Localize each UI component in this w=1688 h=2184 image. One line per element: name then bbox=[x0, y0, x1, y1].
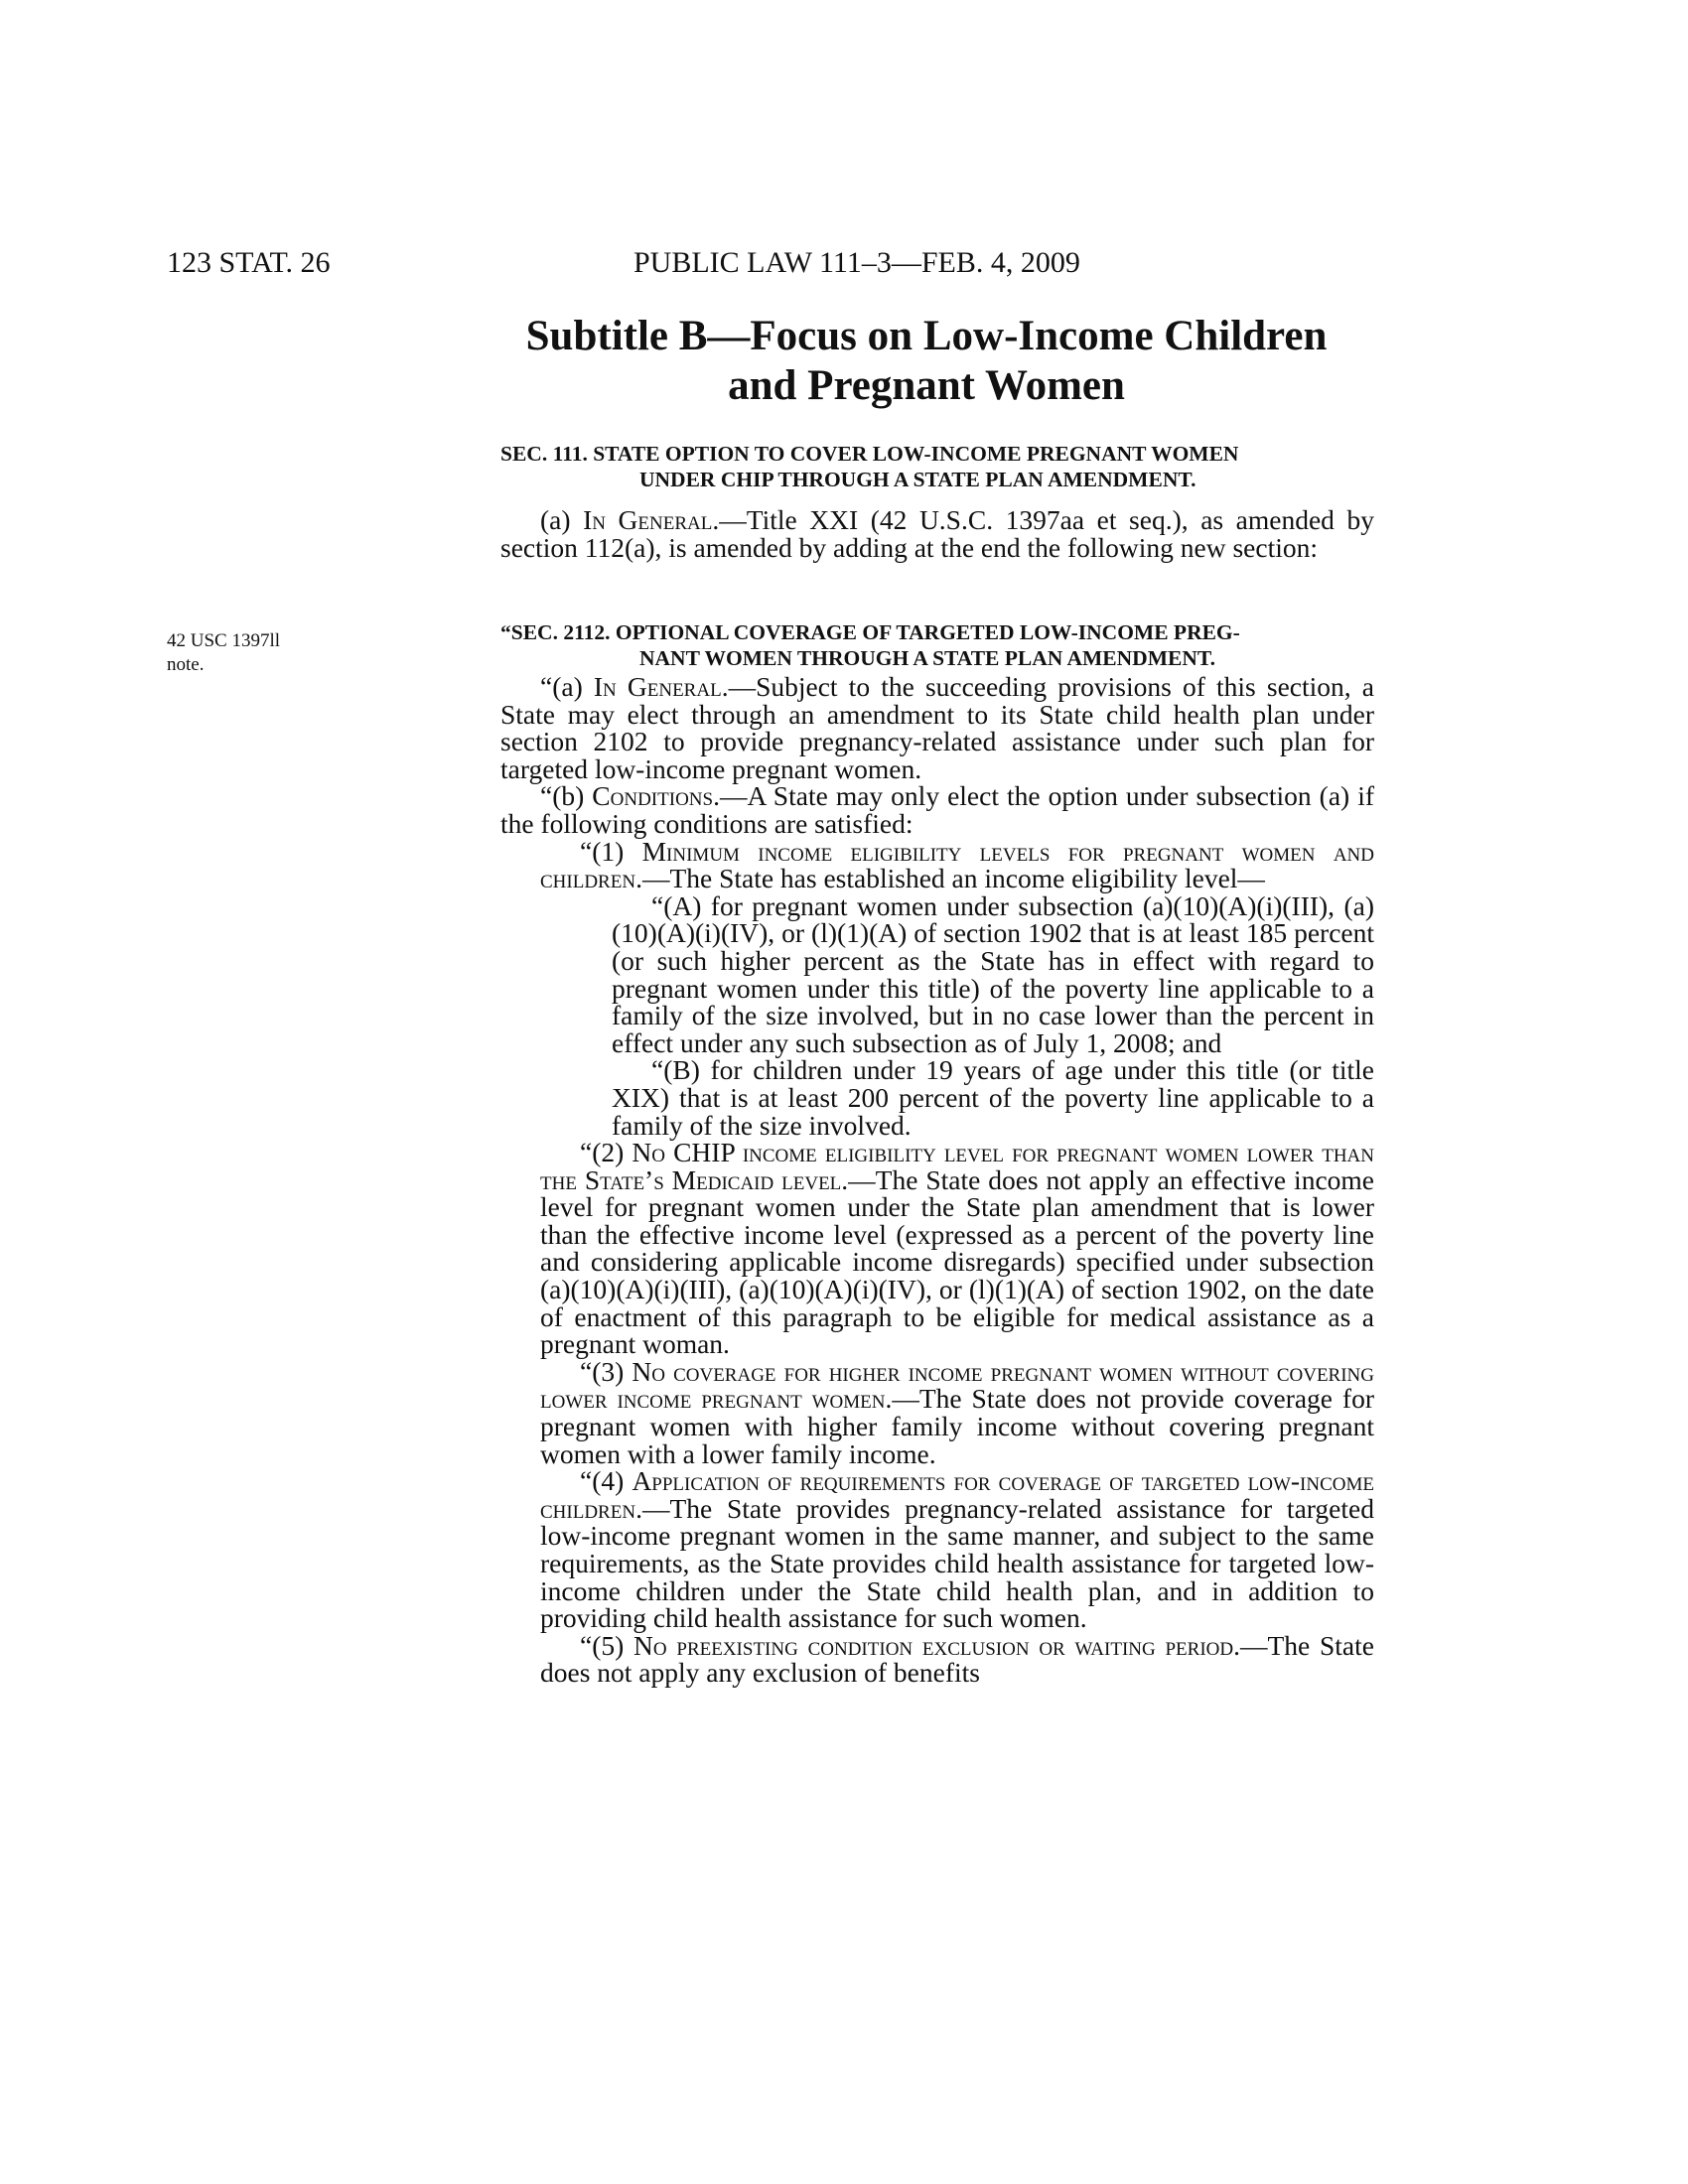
condition-3-heading: No coverage for higher income pregnant women without covering lower income pregnant women bbox=[540, 1355, 1374, 1415]
section-111-line-1: SEC. 111. STATE OPTION TO COVER LOW-INCOME PREGNANT WOMEN bbox=[500, 442, 1239, 466]
section-111-line-2: UNDER CHIP THROUGH A STATE PLAN AMENDMENT. bbox=[639, 468, 1196, 491]
condition-4 bbox=[500, 1467, 1374, 1632]
condition-1-heading: Minimum income eligibility levels for pregnant women and children bbox=[540, 835, 1374, 894]
condition-4-lead: “(4) bbox=[580, 1465, 633, 1497]
condition-1-A: “(A) for pregnant women under subsection (a)(10)(A)(i)(III), (a)(10)(A)(i)(IV), or (l)(1)(A) of section 1902 that is at least 185 percent (or such higher percent as the State has in effect with regard to pregnant women under this title) of the poverty line applicable to a family of the size involved, but in no case lower than the percent in effect under any such subsection as of July 1, 2008; and bbox=[612, 889, 1374, 1058]
subtitle-heading bbox=[477, 312, 1376, 411]
condition-5-heading: No preexisting condition exclusion or waiting period bbox=[633, 1629, 1234, 1661]
subsection-a-text: .—Subject to the succeeding provisions of this section, a State may elect through an amendment to its State child health plan under section 2102 to provide pregnancy-related assistance under such plan for targeted low-income pregnant women. bbox=[500, 671, 1374, 784]
paragraph-a bbox=[500, 506, 1374, 561]
condition-3 bbox=[500, 1355, 1375, 1469]
condition-2-heading: No CHIP income eligibility level for pregnant women lower than the State’s Medicaid level bbox=[540, 1137, 1374, 1195]
condition-1-lead: “(1) bbox=[580, 835, 642, 867]
section-2112-line-1: “SEC. 2112. OPTIONAL COVERAGE OF TARGETED LOW-INCOME PREG- bbox=[500, 620, 1240, 644]
running-head: PUBLIC LAW 111–3—FEB. 4, 2009 bbox=[633, 246, 1080, 279]
section-2112-body bbox=[500, 673, 1374, 1687]
margin-note-citation: 42 USC 1397ll bbox=[167, 630, 281, 651]
condition-4-heading: Application of requirements for coverage of targeted low-income children bbox=[540, 1465, 1374, 1524]
subsection-b-heading: Conditions bbox=[592, 780, 714, 812]
condition-4-text: .—The State provides pregnancy-related assistance for targeted low-income pregnant women in the same manner, and subject to the same requirements, as the State provides child health assistance for targeted low-income children under the State child health plan, and in addition to providing child health assistance for such women. bbox=[540, 1492, 1374, 1634]
subsection-b-text: .—A State may only elect the option under subsection (a) if the following conditions are satisfied: bbox=[500, 780, 1374, 839]
section-111-heading bbox=[500, 441, 1374, 492]
condition-1-B: “(B) for children under 19 years of age under this title (or title XIX) that is at least 200 percent of the poverty line applicable to a family of the size involved. bbox=[612, 1054, 1374, 1141]
condition-5 bbox=[500, 1629, 1374, 1689]
paragraph-a-lead: (a) bbox=[540, 504, 584, 535]
stat-reference: 123 STAT. 26 bbox=[167, 246, 331, 279]
condition-2 bbox=[500, 1139, 1374, 1358]
condition-1 bbox=[500, 835, 1374, 894]
subsection-a-heading: In General bbox=[593, 671, 722, 702]
paragraph-a-heading: In General bbox=[583, 504, 713, 535]
condition-2-text: .—The State does not apply an effective income level for pregnant women under the State plan amendment that is lower than the effective income level (expressed as a percent of the poverty line and considering applicable income disregards) specified under subsection (a)(10)(A)(i)(III), (a)(10)(A)(i)(IV), or (l)(1)(A) of section 1902, on the date of enactment of this paragraph to be eligible for medical assistance as a pregnant woman. bbox=[540, 1163, 1374, 1360]
condition-2-lead: “(2) bbox=[580, 1137, 633, 1168]
margin-note-label: note. bbox=[167, 654, 205, 675]
condition-5-lead: “(5) bbox=[580, 1629, 634, 1661]
section-2112-heading bbox=[500, 619, 1374, 671]
subsection-a bbox=[500, 673, 1374, 782]
condition-3-lead: “(3) bbox=[580, 1355, 633, 1387]
subtitle-line-2: and Pregnant Women bbox=[728, 362, 1125, 409]
condition-5-text: .—The State does not apply any exclusion of benefits bbox=[540, 1629, 1374, 1689]
condition-3-text: .—The State does not provide coverage for pregnant women with higher family income without covering pregnant women with a lower family income. bbox=[540, 1383, 1375, 1469]
subtitle-line-1: Subtitle B—Focus on Low-Income Children bbox=[525, 313, 1328, 359]
subsection-a-lead: “(a) bbox=[540, 671, 594, 702]
condition-1-text: .—The State has established an income eligibility level— bbox=[635, 863, 1265, 894]
subsection-b-lead: “(b) bbox=[540, 780, 593, 812]
subsection-b bbox=[500, 782, 1374, 837]
paragraph-a-text: .—Title XXI (42 U.S.C. 1397aa et seq.), as amended by section 112(a), is amended by adding at the end the following new section: bbox=[500, 504, 1375, 563]
section-2112-line-2: NANT WOMEN THROUGH A STATE PLAN AMENDMENT. bbox=[639, 646, 1215, 670]
margin-note bbox=[167, 629, 280, 677]
